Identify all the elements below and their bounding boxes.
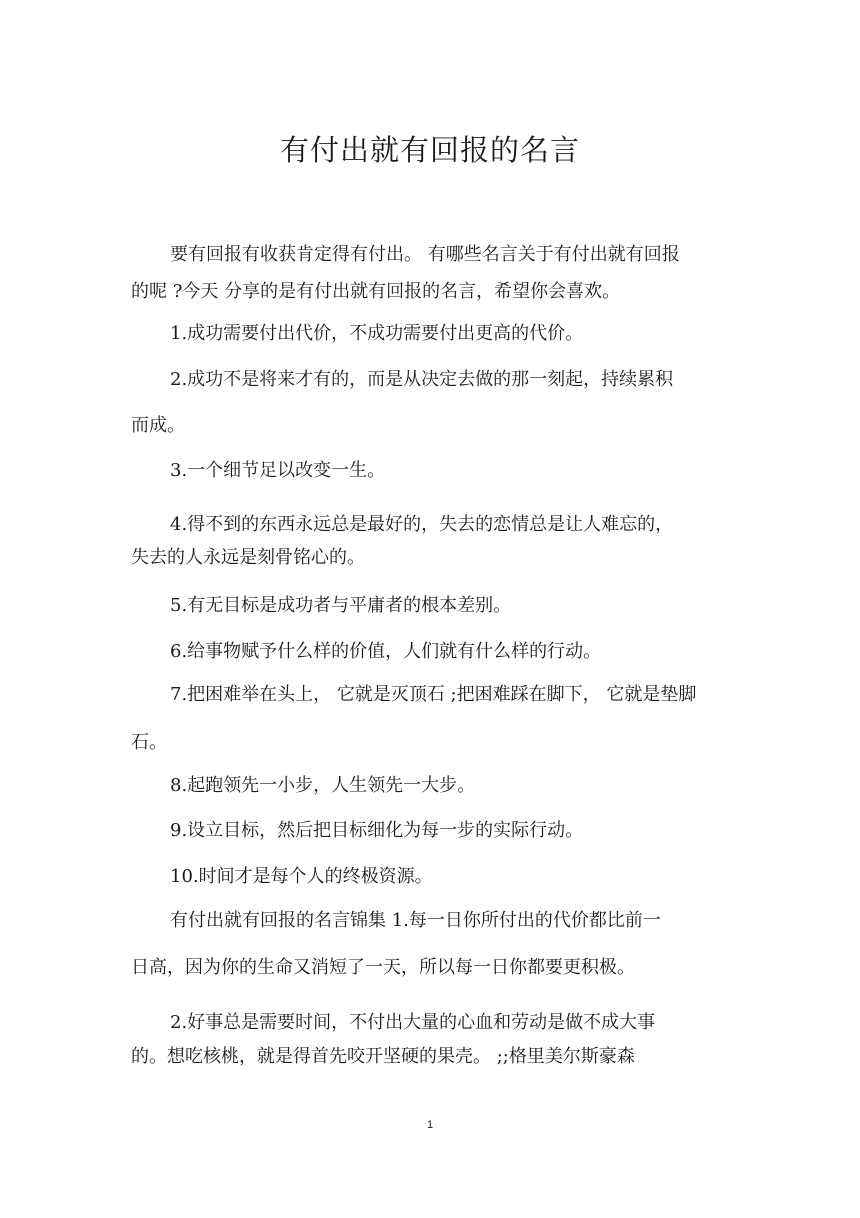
collection-quote-2-line-2: 的。想吃核桃，就是得首先咬开坚硬的果壳。 ;;格里美尔斯豪森 xyxy=(131,1046,635,1067)
quote-3: 3.一个细节足以改变一生。 xyxy=(170,460,386,481)
quote-9: 9.设立目标，然后把目标细化为每一步的实际行动。 xyxy=(170,820,584,841)
quote-8: 8.起跑领先一小步，人生领先一大步。 xyxy=(170,775,476,796)
quote-7-line-2: 石。 xyxy=(131,732,167,753)
quote-2-line-2: 而成。 xyxy=(131,415,185,436)
quote-4-line-2: 失去的人永远是刻骨铭心的。 xyxy=(131,547,365,568)
quote-4-line-1: 4.得不到的东西永远总是最好的，失去的恋情总是让人难忘的， xyxy=(170,514,674,535)
intro-line-2: 的呢 ?今天 分享的是有付出就有回报的名言，希望你会喜欢。 xyxy=(131,281,621,302)
page-number: 1 xyxy=(426,1119,434,1131)
quote-5: 5.有无目标是成功者与平庸者的根本差别。 xyxy=(170,595,512,616)
collection-line-2: 日高，因为你的生命又消短了一天，所以每一日你都要更积极。 xyxy=(131,957,635,978)
intro-line-1: 要有回报有收获肯定得有付出。 有哪些名言关于有付出就有回报 xyxy=(170,244,680,265)
quote-7-line-1: 7.把困难举在头上， 它就是灭顶石 ;把困难踩在脚下， 它就是垫脚 xyxy=(170,684,697,705)
quote-10: 10.时间才是每个人的终极资源。 xyxy=(170,866,433,887)
quote-6: 6.给事物赋予什么样的价值，人们就有什么样的行动。 xyxy=(170,641,602,662)
quote-2-line-1: 2.成功不是将来才有的，而是从决定去做的那一刻起，持续累积 xyxy=(170,369,674,390)
collection-line-1: 有付出就有回报的名言锦集 1.每一日你所付出的代价都比前一 xyxy=(170,910,661,931)
quote-1: 1.成功需要付出代价，不成功需要付出更高的代价。 xyxy=(170,323,584,344)
document-title: 有付出就有回报的名言 xyxy=(279,133,580,167)
collection-quote-2-line-1: 2.好事总是需要时间，不付出大量的心血和劳动是做不成大事 xyxy=(170,1012,656,1033)
